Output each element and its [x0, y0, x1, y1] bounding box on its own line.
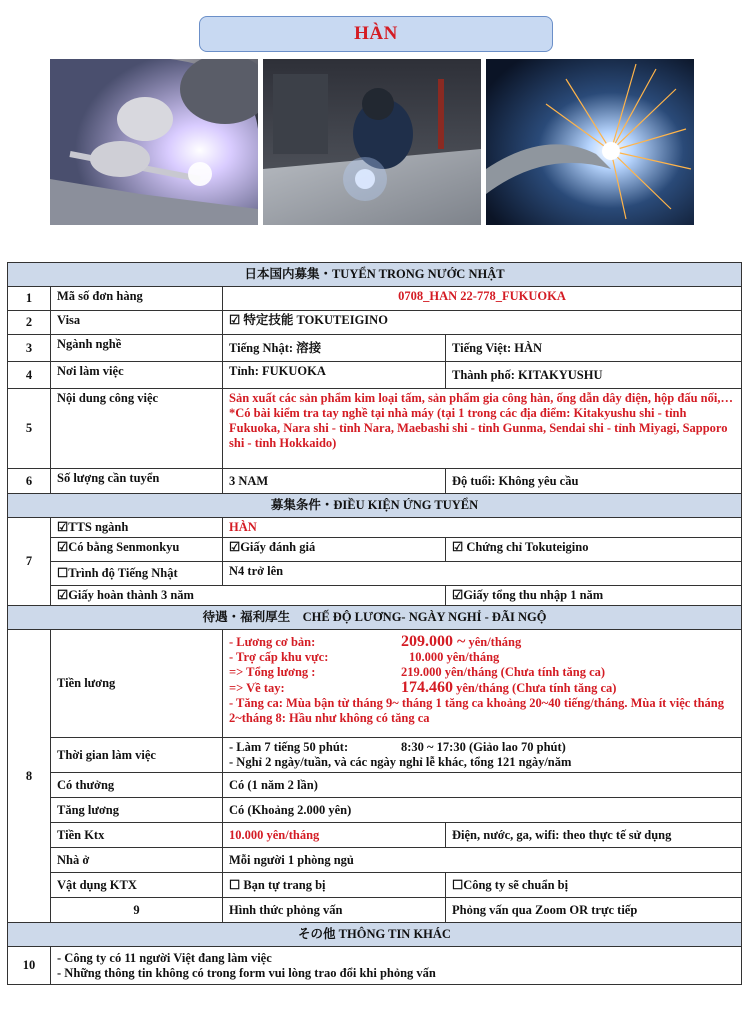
row-housing: Nhà ở Mỗi người 1 phòng ngủ	[8, 848, 742, 873]
page-title: HÀN	[354, 23, 398, 44]
welding-worker-photo	[263, 59, 481, 225]
title-banner	[199, 16, 553, 52]
section-header-recruitment: 日本国内募集・TUYỂN TRONG NƯỚC NHẬT	[8, 263, 742, 287]
order-code-value: 0708_HAN 22-778_FUKUOKA	[223, 287, 742, 311]
row-order-code: 1 Mã số đơn hàng 0708_HAN 22-778_FUKUOKA	[8, 287, 742, 311]
row-other-info: 10 - Công ty có 11 người Việt đang làm việc - Những thông tin không có trong form vui lòng trao đổi khi phỏng vấn	[8, 947, 742, 985]
row-salary: 8 Tiền lương - Lương cơ bản: 209.000 ~ yên/tháng - Trợ cấp khu vực: 10.000 yên/tháng => Tổng lương : 219.000 yên/tháng (Chưa tính tăng ca) => Về tay: 174.460 yên/tháng (Chưa tính tăng ca) - Tăng ca: Mùa bận từ tháng 9~ tháng 1 tăng ca khoảng 20~40 tiếng/tháng. Mùa ít việc tháng 2~tháng 8: Hầu như không có tăng ca	[8, 630, 742, 738]
row-working-time: Thời gian làm việc - Làm 7 tiếng 50 phút: 8:30 ~ 17:30 (Giảo lao 70 phút) - Nghỉ 2 ngày/tuần, và các ngày nghỉ lễ khác, tổng 121 ngày/năm	[8, 738, 742, 773]
row-completion-papers: ☑Giấy hoàn thành 3 năm ☑Giấy tổng thu nhập 1 năm	[8, 586, 742, 606]
row-japanese-level: ☐Trình độ Tiếng Nhật N4 trở lên	[8, 562, 742, 586]
overtime-line: - Tăng ca: Mùa bận từ tháng 9~ tháng 1 tăng ca khoảng 20~40 tiếng/tháng. Mùa ít việc tháng 2~tháng 8: Hầu như không có tăng ca	[229, 696, 724, 725]
row-quantity: 6 Số lượng cần tuyển 3 NAM Độ tuổi: Không yêu cầu	[8, 469, 742, 494]
row-tts: 7 ☑TTS ngành HÀN	[8, 518, 742, 538]
welding-helmet-photo	[50, 59, 258, 225]
salary-area-line: - Trợ cấp khu vực: 10.000 yên/tháng	[229, 650, 500, 664]
row-job-description: 5 Nội dung công việc Sản xuất các sản phẩm kim loại tấm, sản phẩm gia công hàn, ống dẫn dây điện, hộp đấu nối,… *Có bài kiểm tra tay nghề tại nhà máy (tại 1 trong các địa điểm: Kitakyushu shi - tỉnh Fukuoka, Nara shi - tỉnh Nara, Maebashi shi - tỉnh Gunma, Sendai shi - tỉnh Miyagi, Sapporo shi - tỉnh Hokkaido)	[8, 389, 742, 469]
welding-sparks-photo	[486, 59, 694, 225]
row-raise: Tăng lương Có (Khoảng 2.000 yên)	[8, 798, 742, 823]
row-certificates: ☑Có bằng Senmonkyu ☑Giấy đánh giá ☑ Chứng chỉ Tokuteigino	[8, 538, 742, 562]
row-occupation: 3 Ngành nghề Tiếng Nhật: 溶接 Tiếng Việt: HÀN	[8, 335, 742, 362]
section-header-conditions: 募集条件・ĐIỀU KIỆN ỨNG TUYỂN	[8, 494, 742, 518]
row-workplace: 4 Nơi làm việc Tỉnh: FUKUOKA Thành phố: KITAKYUSHU	[8, 362, 742, 389]
visa-value: ☑ 特定技能 TOKUTEIGINO	[223, 311, 742, 335]
row-visa: 2 Visa ☑ 特定技能 TOKUTEIGINO	[8, 311, 742, 335]
salary-total-line: => Tổng lương : 219.000 yên/tháng (Chưa tính tăng ca)	[229, 665, 606, 679]
section-header-benefits: 待遇・福利厚生 CHẾ ĐỘ LƯƠNG- NGÀY NGHỈ - ĐÃI NGỘ	[8, 606, 742, 630]
section-header-other: その他 THÔNG TIN KHÁC	[8, 923, 742, 947]
row-dorm-items: Vật dụng KTX ☐ Bạn tự trang bị ☐Công ty sẽ chuẩn bị	[8, 873, 742, 898]
job-info-table	[7, 262, 741, 985]
row-bonus: Có thưởng Có (1 năm 2 lần)	[8, 773, 742, 798]
row-interview: 9 Hình thức phỏng vấn Phỏng vấn qua Zoom OR trực tiếp	[8, 898, 742, 923]
row-dorm-fee: Tiền Ktx 10.000 yên/tháng Điện, nước, ga, wifi: theo thực tế sử dụng	[8, 823, 742, 848]
salary-base-line: - Lương cơ bản: 209.000 ~ yên/tháng	[229, 633, 522, 650]
salary-net-line: => Về tay: 174.460 yên/tháng (Chưa tính tăng ca)	[229, 679, 617, 696]
